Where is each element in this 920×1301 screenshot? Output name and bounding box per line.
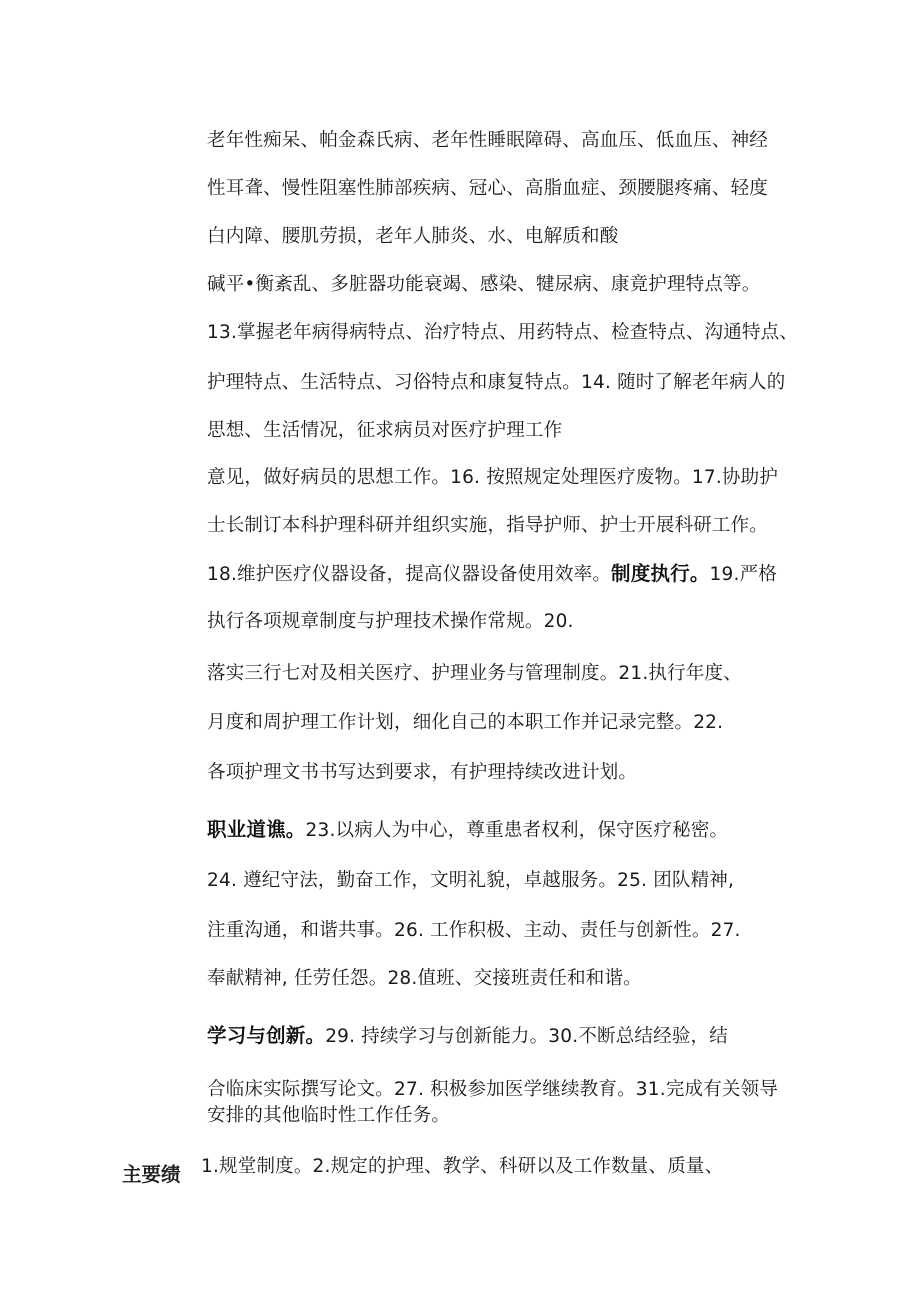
section-heading-professional-ethics: 职业道谯。	[207, 818, 306, 841]
text-line: 思想、生活情况，征求病员对医疗护理工作	[207, 420, 563, 441]
text-line: 1.规堂制度。2.规定的护理、教学、科研以及工作数量、质量、	[201, 1156, 724, 1177]
text-line: 奉献精神, 任劳任怨。28.值班、交接班责任和和谐。	[207, 968, 642, 989]
text-line: 护理特点、生活特点、习俗特点和康复特点。14. 随时了解老年病人的	[207, 372, 786, 393]
text-line: 安排的其他临时性工作任务。	[207, 1105, 451, 1126]
text-line: 合临床实际撰写论文。27. 积极参加医学继续教育。31.完成有关领导	[207, 1079, 779, 1100]
text-line	[207, 561, 777, 588]
text-line: 注重沟通，和谐共事。26. 工作积极、主动、责任与创新性。27.	[207, 920, 741, 941]
text-run: 29. 持续学习与创新能力。30.不断总结经验，结	[325, 1026, 728, 1047]
text-line: 13.掌握老年病得病特点、治疗特点、用药特点、检查特点、沟通特点、	[207, 322, 799, 343]
text-line: 落实三行七对及相关医疗、护理业务与管理制度。21.执行年度、	[207, 663, 742, 684]
text-line: 意见，做好病员的思想工作。16. 按照规定处理医疗废物。17.协助护	[207, 467, 779, 488]
section-heading-learning-innovation: 学习与创新。	[207, 1024, 326, 1047]
text-line: 月度和周护理工作计划，细化自己的本职工作并记录完整。22.	[207, 712, 724, 733]
section-heading-system-execution: 制度执行。	[611, 562, 710, 585]
text-line: 性耳聋、慢性阻塞性肺部疾病、冠心、高脂血症、颈腰腿疼痛、轻度	[207, 178, 769, 199]
side-heading-main-performance: 主要绩	[122, 1163, 181, 1186]
text-line	[207, 1023, 728, 1050]
text-line: 各项护理文书书写达到要求，有护理持续改进计划。	[207, 762, 638, 783]
text-line: 执行各项规章制度与护理技术操作常规。20.	[207, 611, 574, 632]
text-run: 23.以病人为中心，尊重患者权利，保守医疗秘密。	[305, 820, 729, 841]
text-line	[207, 817, 728, 844]
text-line: 老年性痴呆、帕金森氏病、老年性睡眠障碍、高血压、低血压、神经	[207, 130, 769, 151]
text-line: 士长制订本科护理科研并组织实施，指导护师、护士开展科研工作。	[207, 515, 769, 536]
text-line: 白内障、腰肌劳损，老年人肺炎、水、电解质和酸	[207, 226, 619, 247]
text-run: 19.严格	[709, 564, 777, 585]
text-line: 24. 遵纪守法，勤奋工作，文明礼貌，卓越服务。25. 团队精神,	[207, 870, 735, 891]
text-run: 18.维护医疗仪器设备，提高仪器设备使用效率。	[207, 564, 612, 585]
text-line: 碱平•衡紊乱、多脏器功能衰竭、感染、犍尿病、康竟护理特点等。	[207, 274, 761, 295]
